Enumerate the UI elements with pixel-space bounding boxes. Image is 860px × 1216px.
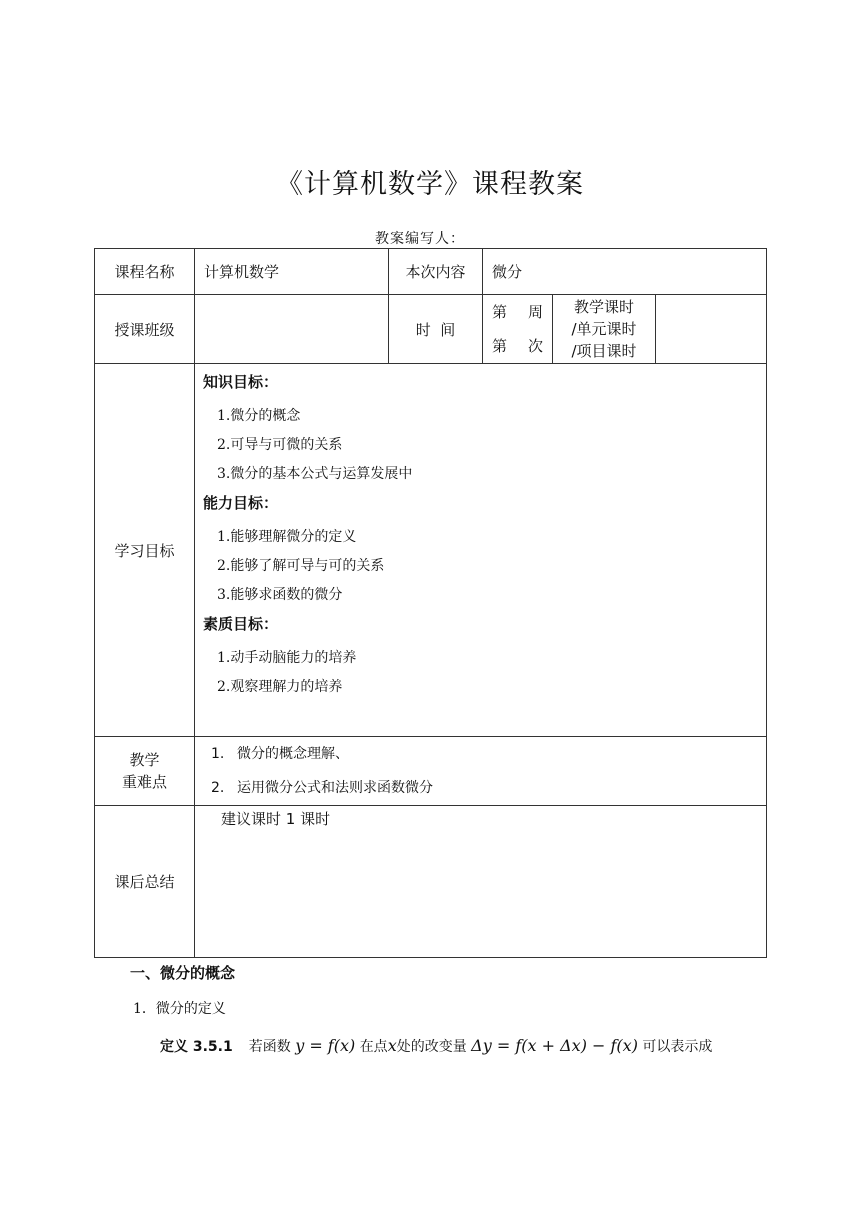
section-heading: 一、微分的概念 xyxy=(130,964,236,982)
course-name-label: 课程名称 xyxy=(95,249,195,295)
definition-text: 处的改变量 xyxy=(396,1039,467,1055)
time-label: 时 间 xyxy=(389,295,483,364)
definition-text: 在点 xyxy=(359,1039,388,1055)
difficulty-label xyxy=(95,737,195,806)
class-value xyxy=(195,295,389,364)
difficulty-item xyxy=(211,771,766,805)
knowledge-item: 2.可导与可微的关系 xyxy=(217,437,343,453)
week-label-1: 第 xyxy=(492,303,508,321)
difficulty-label-2: 重难点 xyxy=(121,773,167,791)
knowledge-heading: 知识目标： xyxy=(203,373,279,391)
hours-label-2: /单元课时 xyxy=(571,320,637,338)
row-difficulty xyxy=(95,737,767,806)
week-cell xyxy=(483,295,553,364)
difficulty-label-1: 教学 xyxy=(129,751,160,769)
times-label-1: 第 xyxy=(492,337,508,355)
course-name-value: 计算机数学 xyxy=(195,249,389,295)
subsection-heading: 1．微分的定义 xyxy=(133,1001,226,1017)
difficulty-item xyxy=(211,737,766,771)
difficulty-num: 2. xyxy=(211,780,225,796)
goals-content xyxy=(195,364,767,737)
formula-increment: Δy = f(x + Δx) − f(x) xyxy=(471,1036,638,1055)
hours-label-1: 教学课时 xyxy=(573,298,634,316)
content-label: 本次内容 xyxy=(389,249,483,295)
definition-text: 可以表示成 xyxy=(642,1039,713,1055)
row-goals xyxy=(95,364,767,737)
ability-item: 3.能够求函数的微分 xyxy=(217,587,343,603)
summary-label: 课后总结 xyxy=(95,806,195,958)
difficulty-num: 1. xyxy=(211,746,225,762)
definition-text: 若函数 xyxy=(248,1039,291,1055)
quality-item: 2.观察理解力的培养 xyxy=(217,679,343,695)
ability-heading: 能力目标： xyxy=(203,494,279,512)
ability-item: 1.能够理解微分的定义 xyxy=(217,529,357,545)
knowledge-item: 3.微分的基本公式与运算发展中 xyxy=(217,466,413,482)
row-summary xyxy=(95,806,767,958)
week-label-2: 周 xyxy=(527,303,543,321)
difficulty-text: 运用微分公式和法则求函数微分 xyxy=(237,780,433,796)
variable-x: x xyxy=(387,1036,397,1055)
difficulty-content xyxy=(195,737,767,806)
quality-heading: 素质目标： xyxy=(203,615,279,633)
ability-item: 2.能够了解可导与可的关系 xyxy=(217,558,385,574)
hours-label xyxy=(553,295,656,364)
definition-line xyxy=(160,1036,712,1056)
goals-label: 学习目标 xyxy=(95,364,195,737)
row-course xyxy=(95,249,767,295)
difficulty-text: 微分的概念理解、 xyxy=(237,746,349,762)
content-value: 微分 xyxy=(483,249,767,295)
knowledge-item: 1.微分的概念 xyxy=(217,408,301,424)
hours-label-3: /项目课时 xyxy=(571,342,637,360)
quality-item: 1.动手动脑能力的培养 xyxy=(217,650,357,666)
formula-function: y = f(x) xyxy=(295,1036,356,1055)
times-label-2: 次 xyxy=(527,337,543,355)
hours-value xyxy=(656,295,767,364)
row-class xyxy=(95,295,767,364)
class-label: 授课班级 xyxy=(95,295,195,364)
definition-label: 定义 3.5.1 xyxy=(160,1039,233,1055)
document-title: 《计算机数学》课程教案 xyxy=(276,169,584,200)
author-label: 教案编写人： xyxy=(375,231,465,247)
lesson-plan-table xyxy=(94,248,767,958)
summary-value: 建议课时 1 课时 xyxy=(195,806,767,958)
